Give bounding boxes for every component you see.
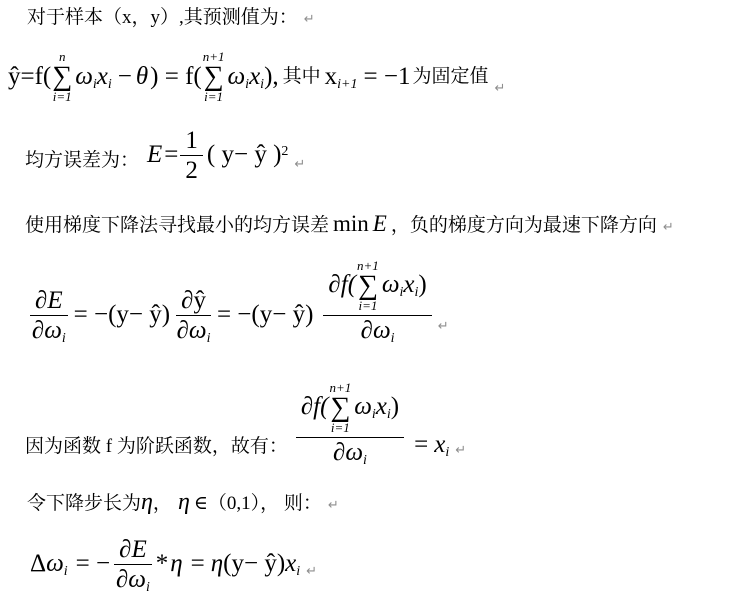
equals-sign: = [414, 430, 429, 458]
omega-i-term: $\omega_i$ [227, 62, 250, 92]
equals-sign: = [190, 549, 205, 577]
dE-domega-fraction [30, 286, 68, 346]
equation-partial-derivative [30, 257, 449, 347]
fraction-numerator: ∂ŷ [176, 288, 211, 316]
asterisk-operator: * [155, 549, 169, 577]
intro-text: 对于样本（x，y）,其预测值为： [27, 7, 298, 28]
x-i-plus-1-term: $x_{i+1}$ [324, 62, 358, 92]
step-label: 因为函数 f 为阶跃函数，故有： [25, 436, 288, 458]
paragraph-mark: ↵ [455, 443, 467, 459]
df-sum-domega-fraction [296, 379, 404, 469]
eta-symbol: η [210, 549, 224, 577]
sigma-symbol: ∑ [357, 270, 378, 302]
E-symbol: E [147, 140, 163, 168]
sum-upper-limit: n+1 [202, 48, 225, 64]
eta-symbol: η [170, 549, 183, 577]
y-minus-yhat-term: (y− ŷ) [223, 549, 286, 577]
qizhong-text: 其中 [282, 66, 321, 88]
eta-symbol: η [141, 489, 153, 515]
close-equals-f-open: ) = f( [150, 62, 202, 90]
paragraph-gradient-descent [25, 212, 674, 240]
fraction-denominator: $\partial\omega_i$ [31, 316, 66, 346]
fraction-denominator: $\partial\omega_i$ [115, 565, 150, 595]
exponent-2: 2 [281, 143, 289, 159]
one-half-fraction [180, 128, 203, 183]
sum-operator [52, 50, 72, 104]
min-operator: min [333, 211, 369, 236]
sum-lower-limit: i=1 [204, 88, 224, 104]
fraction-numerator: ∂E [114, 537, 152, 565]
x-i-term: $x_i$ [249, 62, 265, 92]
sum-upper-limit: n+1 [329, 379, 352, 395]
x-i-term: $x_i$ [96, 62, 112, 92]
sigma-symbol: ∑ [52, 61, 73, 93]
eta-pre-text: 令下降步长为 [27, 493, 142, 514]
yhat-equals-f-open: ŷ=f( [8, 62, 52, 90]
fraction-numerator: 1 [180, 128, 203, 156]
partial-f-open: ∂f( [300, 392, 329, 420]
sum-operator [203, 50, 225, 104]
minus-sign: − [117, 62, 132, 90]
paragraph-mark: ↵ [662, 220, 674, 235]
sum-operator [357, 259, 379, 313]
dE-domega-fraction [114, 535, 152, 595]
gd-pre-text: 使用梯度下降法寻找最小的均方误差 [25, 215, 330, 236]
mse-label: 均方误差为： [25, 150, 140, 172]
fraction-numerator: ∂E [30, 288, 68, 316]
paragraph-mark: ↵ [327, 498, 339, 513]
sum-operator [329, 381, 351, 435]
partial-f-open: ∂f( [328, 270, 357, 298]
x-i-term: $x_i$ [285, 549, 301, 579]
close-paren: ) [418, 270, 427, 298]
sigma-symbol: ∑ [203, 61, 224, 93]
fixed-value-text: 为固定值 [412, 66, 489, 88]
eta-symbol: η [177, 489, 190, 515]
paragraph-learning-rate [27, 490, 339, 518]
close-paren-comma: ), [264, 62, 279, 90]
fraction-denominator: $\partial\omega_i$ [360, 317, 395, 347]
paragraph-mark: ↵ [294, 157, 306, 173]
close-paren: ) [390, 392, 400, 420]
paragraph-mark: ↵ [437, 319, 449, 335]
equals-sign: = [164, 140, 179, 168]
fraction-numerator: ∂f( n+1 ∑ i=1 $\omega_ix_i$) [323, 259, 431, 316]
dyhat-domega-fraction [176, 286, 211, 346]
paragraph-mark: ↵ [306, 564, 318, 580]
omega-i-term: $\omega_i$ [75, 62, 97, 92]
theta-symbol: θ [135, 62, 149, 90]
x-i-term: $x_i$ [434, 430, 450, 460]
y-minus-yhat-squared: ( y− ŷ )$^2$ [206, 140, 289, 168]
fraction-denominator: 2 [185, 156, 198, 184]
sum-upper-limit: n [58, 48, 66, 64]
gd-post-text: ，负的梯度方向为最速下降方向 [390, 215, 657, 236]
sum-lower-limit: i=1 [358, 297, 378, 313]
paragraph-mark: ↵ [303, 12, 315, 27]
fraction-denominator: $\partial\omega_i$ [333, 439, 367, 469]
equals-neg-one: = −1 [363, 62, 411, 90]
sigma-symbol: ∑ [330, 392, 351, 424]
fraction-numerator: ∂f( n+1 ∑ i=1 $\omega_ix_i$) [296, 381, 404, 438]
equation-prediction [8, 48, 505, 106]
eta-range-text: ∈（0,1）， 则： [193, 493, 322, 514]
paragraph-mark: ↵ [494, 81, 506, 97]
paragraph-mse [25, 126, 306, 184]
paragraph-intro [27, 6, 315, 32]
fraction-denominator: $\partial\omega_i$ [176, 316, 211, 346]
equals-neg-y-minus-yhat: = −(y− ŷ) [73, 300, 171, 328]
equals-neg-y-minus-yhat: = −(y− ŷ) [216, 300, 314, 328]
equals-minus: = − [75, 549, 111, 577]
sum-upper-limit: n+1 [357, 257, 379, 273]
sum-lower-limit: i=1 [52, 88, 72, 104]
sum-lower-limit: i=1 [330, 419, 350, 435]
df-sum-domega-fraction [323, 257, 431, 347]
E-symbol: E [372, 211, 387, 236]
comma: ， [152, 493, 172, 514]
equation-delta-weight [30, 535, 318, 595]
paragraph-step-function [25, 379, 466, 467]
delta-omega-term: $\Delta\omega_i$ [30, 549, 68, 579]
